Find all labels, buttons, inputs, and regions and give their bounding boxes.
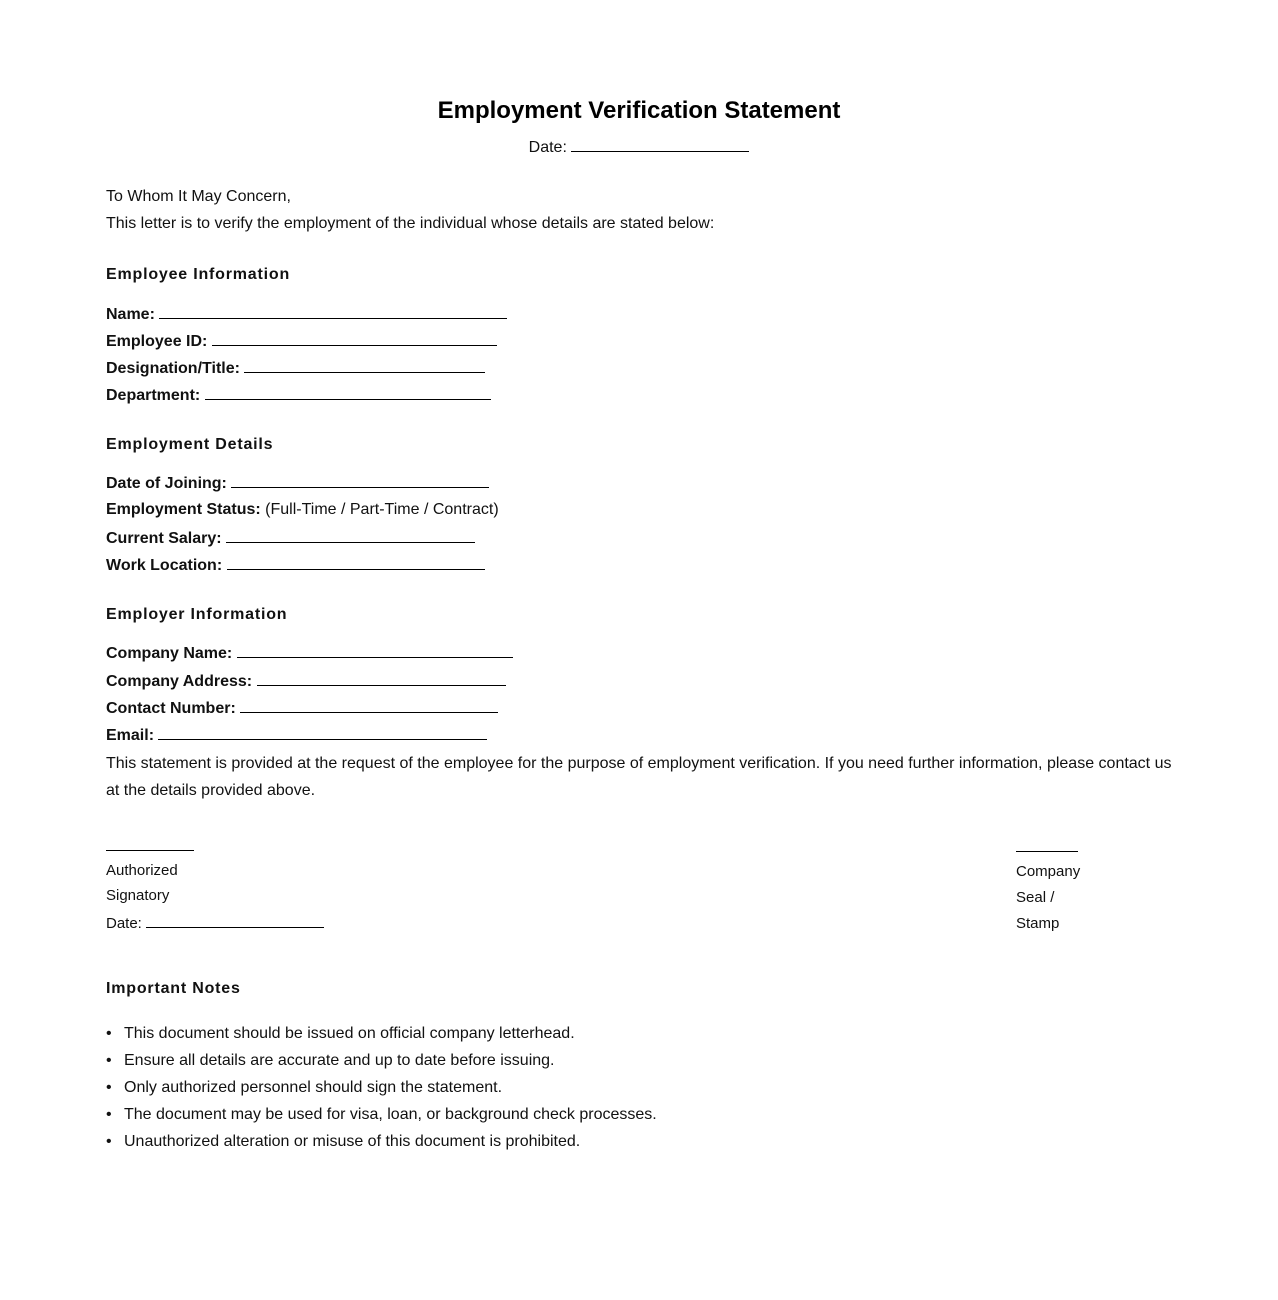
authorized-label-line2: Signatory bbox=[106, 887, 170, 904]
designation-label: Designation/Title: bbox=[106, 360, 240, 377]
company-address-label: Company Address: bbox=[106, 673, 253, 690]
bullet-icon: • bbox=[106, 1025, 112, 1042]
work-location-blank-line bbox=[227, 554, 485, 570]
work-location-field bbox=[106, 554, 485, 576]
current-salary-field bbox=[106, 527, 475, 549]
contact-number-label: Contact Number: bbox=[106, 700, 236, 717]
department-blank-line bbox=[205, 384, 491, 400]
authorized-label-line1: Authorized bbox=[106, 862, 178, 879]
contact-number-blank-line bbox=[240, 697, 498, 713]
designation-field bbox=[106, 357, 485, 379]
company-address-field bbox=[106, 670, 506, 692]
seal-label-line1: Company bbox=[1016, 863, 1081, 880]
note-text: The document may be used for visa, loan, or background check processes. bbox=[124, 1106, 657, 1123]
seal-label-line2: Seal / bbox=[1016, 889, 1055, 906]
company-name-label: Company Name: bbox=[106, 645, 233, 662]
bullet-icon: • bbox=[106, 1052, 112, 1069]
bullet-icon: • bbox=[106, 1133, 112, 1150]
seal-line bbox=[1016, 851, 1078, 852]
current-salary-label: Current Salary: bbox=[106, 530, 222, 547]
work-location-label: Work Location: bbox=[106, 557, 223, 574]
note-text: Ensure all details are accurate and up to date before issuing. bbox=[124, 1052, 555, 1069]
notes-list bbox=[106, 1020, 657, 1155]
signature-line bbox=[106, 850, 194, 851]
list-item bbox=[106, 1020, 657, 1047]
important-notes-heading: Important Notes bbox=[106, 980, 241, 997]
department-label: Department: bbox=[106, 387, 201, 404]
note-text: Only authorized personnel should sign the statement. bbox=[124, 1079, 503, 1096]
list-item bbox=[106, 1047, 657, 1074]
list-item bbox=[106, 1101, 657, 1128]
signature-date-blank-line bbox=[146, 912, 324, 928]
list-item bbox=[106, 1128, 657, 1155]
note-text: Unauthorized alteration or misuse of this document is prohibited. bbox=[124, 1133, 581, 1150]
signature-date-field bbox=[106, 912, 324, 934]
date-of-joining-field bbox=[106, 472, 489, 494]
name-blank-line bbox=[159, 303, 507, 319]
intro-text: This letter is to verify the employment of the individual whose details are stated below: bbox=[106, 215, 715, 232]
company-name-field bbox=[106, 642, 513, 664]
date-label: Date: bbox=[528, 139, 567, 156]
email-field bbox=[106, 724, 487, 746]
email-label: Email: bbox=[106, 727, 155, 744]
current-salary-blank-line bbox=[226, 527, 475, 543]
date-of-joining-blank-line bbox=[231, 472, 489, 488]
note-text: This document should be issued on official company letterhead. bbox=[124, 1025, 575, 1042]
seal-label-line3: Stamp bbox=[1016, 915, 1060, 932]
name-field bbox=[106, 303, 507, 325]
company-address-blank-line bbox=[257, 670, 506, 686]
document-title: Employment Verification Statement bbox=[437, 97, 841, 124]
date-of-joining-label: Date of Joining: bbox=[106, 475, 227, 492]
employee-id-field bbox=[106, 330, 497, 352]
header-date-field bbox=[0, 136, 1278, 158]
department-field bbox=[106, 384, 491, 406]
list-item bbox=[106, 1074, 657, 1101]
date-blank-line bbox=[571, 136, 749, 152]
employee-info-heading: Employee Information bbox=[106, 266, 291, 283]
employee-id-blank-line bbox=[212, 330, 497, 346]
signature-date-label: Date: bbox=[106, 915, 142, 932]
employment-status-label: Employment Status: bbox=[106, 501, 261, 518]
company-name-blank-line bbox=[237, 642, 513, 658]
employment-details-heading: Employment Details bbox=[106, 436, 274, 453]
contact-number-field bbox=[106, 697, 498, 719]
bullet-icon: • bbox=[106, 1106, 112, 1123]
salutation: To Whom It May Concern, bbox=[106, 188, 291, 205]
email-blank-line bbox=[158, 724, 487, 740]
bullet-icon: • bbox=[106, 1079, 112, 1096]
employer-info-heading: Employer Information bbox=[106, 606, 288, 623]
closing-paragraph: This statement is provided at the request of the employee for the purpose of employment verification. If you need further information, please contact us at the details provided above. bbox=[106, 755, 1172, 799]
employment-status-options: (Full-Time / Part-Time / Contract) bbox=[265, 501, 499, 518]
name-label: Name: bbox=[106, 306, 155, 323]
employee-id-label: Employee ID: bbox=[106, 333, 208, 350]
employment-status-field bbox=[106, 500, 499, 520]
designation-blank-line bbox=[244, 357, 485, 373]
